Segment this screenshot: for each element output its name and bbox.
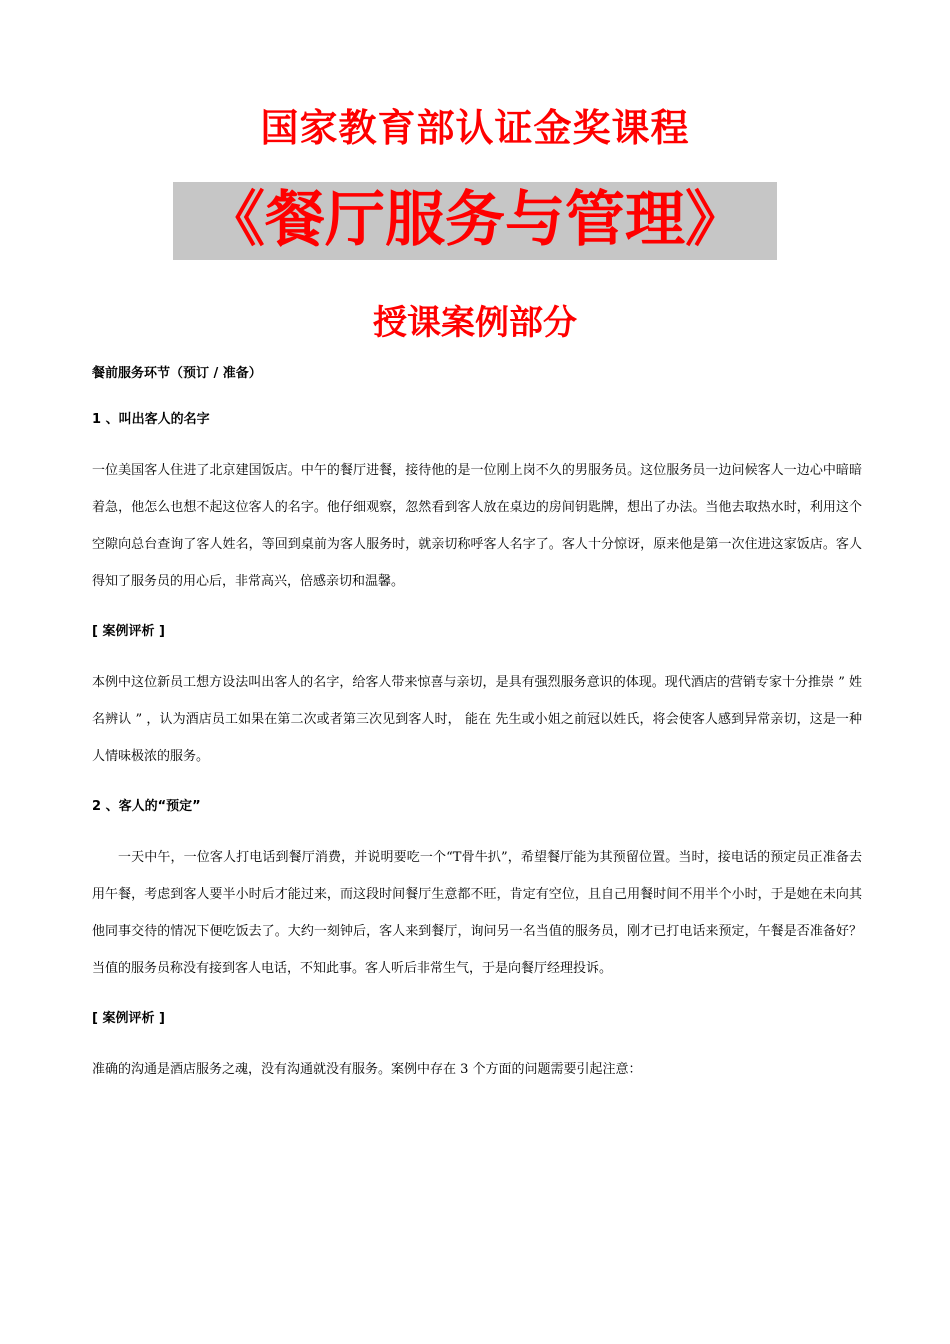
case2-review-heading: [ 案例评析 ] — [92, 1011, 165, 1026]
course-name-title: 《餐厅服务与管理》 — [205, 185, 745, 255]
course-award-title: 国家教育部认证金奖课程 — [260, 106, 690, 150]
case1-heading: 1 、叫出客人的名字 — [92, 412, 210, 427]
section-subtitle: 授课案例部分 — [373, 303, 577, 343]
section-heading: 餐前服务环节（预订 / 准备） — [92, 366, 262, 381]
case2-review-body: 准确的沟通是酒店服务之魂，没有沟通就没有服务。案例中存在 3 个方面的问题需要引起注意： — [92, 1062, 642, 1077]
case2-heading: 2 、客人的“预定” — [92, 799, 201, 814]
case1-review-body: 本例中这位新员工想方设法叫出客人的名字，给客人带来惊喜与亲切，是具有强烈服务意识的体现。现代酒店的营销专家十分推崇 ” 姓名辨认 ” ，认为酒店员工如果在第二次或者第三次见到客人时， 能在 先生或小姐之前冠以姓氏，将会使客人感到异常亲切，这是一种人情味极浓的服务。 — [92, 675, 862, 764]
case2-body: 一天中午，一位客人打电话到餐厅消费，并说明要吃一个“T骨牛扒”，希望餐厅能为其预留位置。当时，接电话的预定员正准备去用午餐，考虑到客人要半小时后才能过来，而这段时间餐厅生意都不旺，肯定有空位，且自己用餐时间不用半个小时，于是她在未向其他同事交待的情况下便吃饭去了。大约一刻钟后，客人来到餐厅，询问另一名当值的服务员，刚才已打电话来预定，午餐是否准备好？当值的服务员称没有接到客人电话，不知此事。客人听后非常生气，于是向餐厅经理投诉。 — [92, 850, 862, 976]
case1-review-heading: [ 案例评析 ] — [92, 624, 165, 639]
case1-body: 一位美国客人住进了北京建国饭店。中午的餐厅进餐，接待他的是一位刚上岗不久的男服务员。这位服务员一边问候客人一边心中暗暗着急，他怎么也想不起这位客人的名字。他仔细观察，忽然看到客人放在桌边的房间钥匙牌，想出了办法。当他去取热水时，利用这个空隙向总台查询了客人姓名，等回到桌前为客人服务时，就亲切称呼客人名字了。客人十分惊讶，原来他是第一次住进这家饭店。客人得知了服务员的用心后，非常高兴，倍感亲切和温馨。 — [92, 463, 862, 589]
document-body — [92, 364, 862, 1088]
